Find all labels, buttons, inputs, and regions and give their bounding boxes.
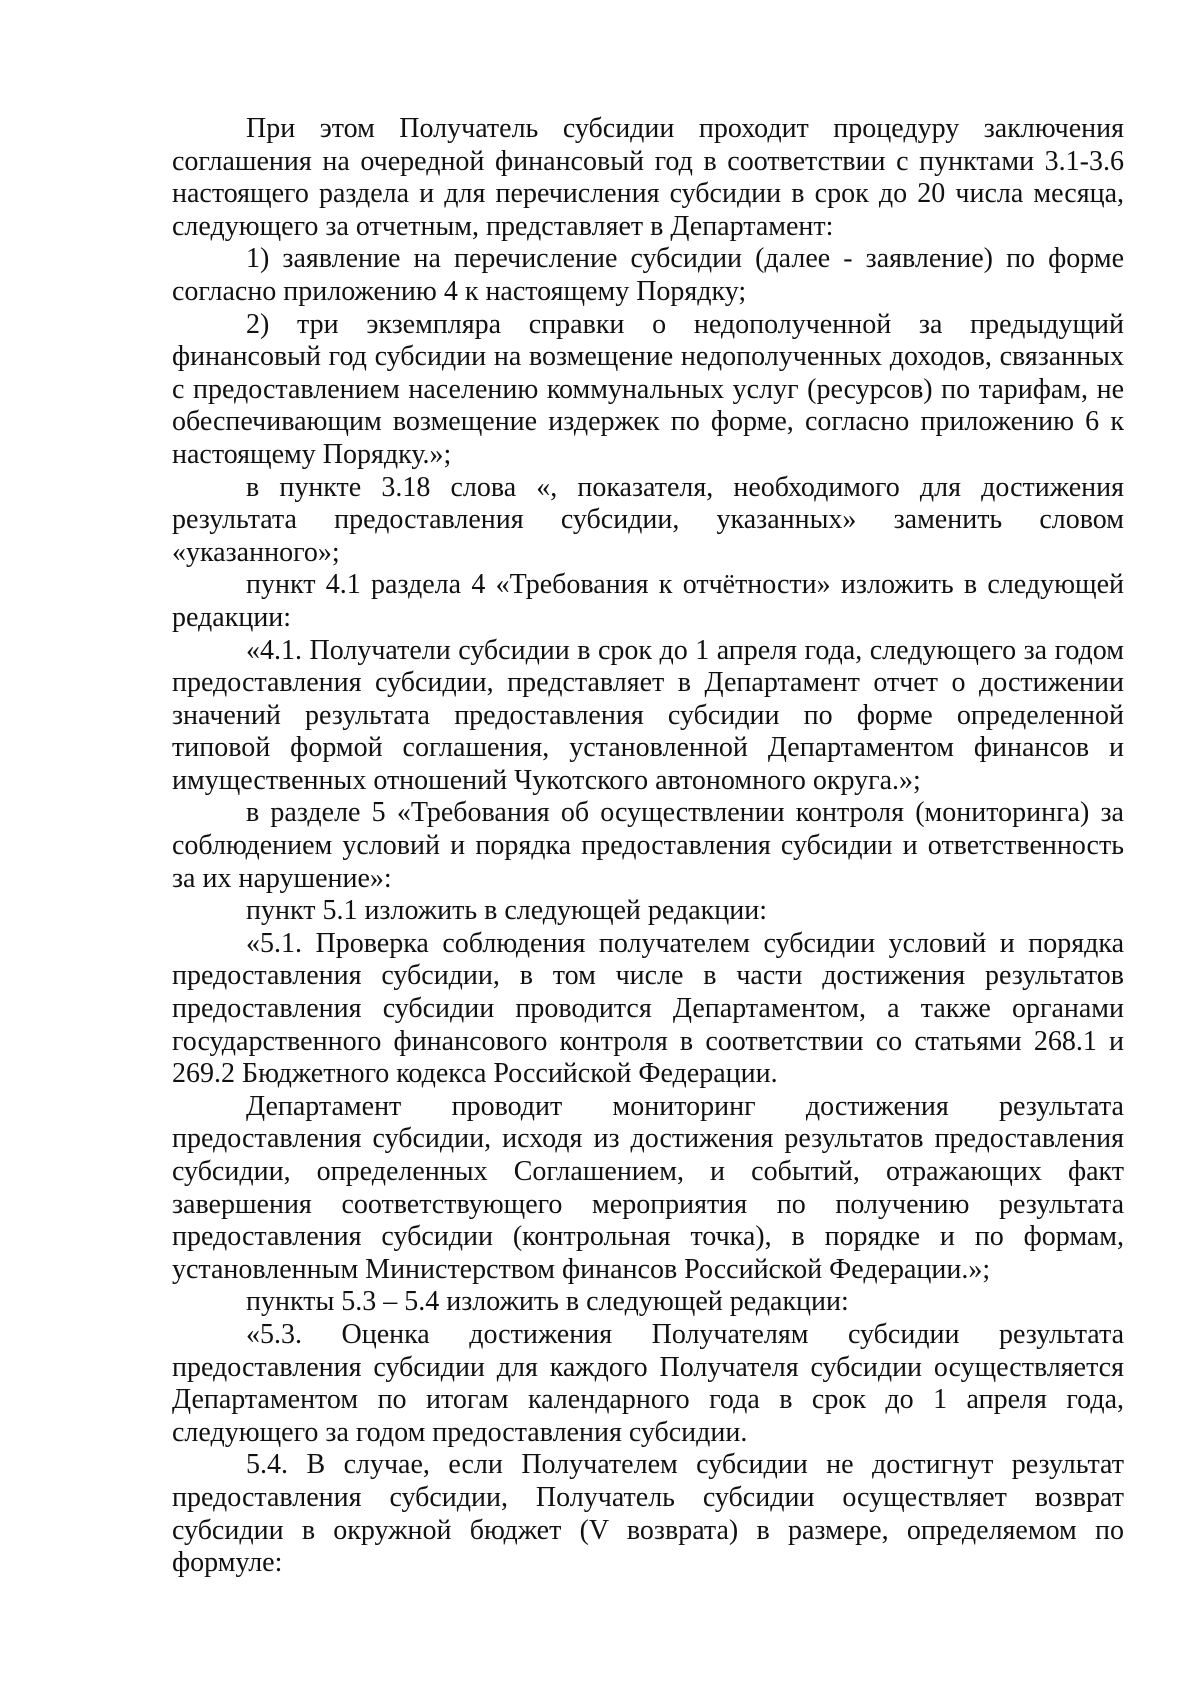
- paragraph-clause-5-4-text: 5.4. В случае, если Получателем субсидии не достигнут результат предоставления субсидии, Получатель субсидии осуществляет возврат субсидии в окружной бюджет (V возврата) в размере, определяемом по формуле:: [172, 1449, 1124, 1579]
- paragraph-clause-4-1-text: «4.1. Получатели субсидии в срок до 1 апреля года, следующего за годом предоставления субсидии, представляет в Департамент отчет о достижении значений результата предоставления субсидии по форме определенной типовой формой соглашения, установленной Департаментом финансов и имущественных отношений Чукотского автономного округа.»;: [172, 634, 1124, 796]
- paragraph-recipient-procedure: При этом Получатель субсидии проходит процедуру заключения соглашения на очередной финансовый год в соответствии с пунктами 3.1-3.6 настоящего раздела и для перечисления субсидии в срок до 20 числа месяца, следующего за отчетным, представляет в Департамент:: [172, 113, 1124, 242]
- paragraph-clauses-5-3-5-4-intro: пункты 5.3 – 5.4 изложить в следующей редакции:: [246, 1286, 849, 1318]
- paragraph-section-5-intro: в разделе 5 «Требования об осуществлении контроля (мониторинга) за соблюдением условий и порядка предоставления субсидии и ответственность за их нарушение»:: [172, 797, 1124, 894]
- paragraph-clause-3-18: в пункте 3.18 слова «, показателя, необходимого для достижения результата предоставления субсидии, указанных» заменить словом «указанного»;: [172, 471, 1124, 568]
- paragraph-clause-4-1-intro: пункт 4.1 раздела 4 «Требования к отчётности» изложить в следующей редакции:: [172, 569, 1124, 633]
- paragraph-monitoring: Департамент проводит мониторинг достижения результата предоставления субсидии, исходя из достижения результатов предоставления субсидии, определенных Соглашением, и событий, отражающих факт завершения соответствующего мероприятия по получению результата предоставления субсидии (контрольная точка), в порядке и по формам, установленным Министерством финансов Российской Федерации.»;: [172, 1090, 1124, 1285]
- document-body: [172, 113, 1124, 1580]
- paragraph-clause-5-1-text: «5.1. Проверка соблюдения получателем субсидии условий и порядка предоставления субсидии, в том числе в части достижения результатов предоставления субсидии проводится Департаментом, а также органами государственного финансового контроля в соответствии со статьями 268.1 и 269.2 Бюджетного кодекса Российской Федерации.: [172, 927, 1124, 1090]
- paragraph-clause-5-1-intro: пункт 5.1 изложить в следующей редакции:: [246, 895, 767, 927]
- paragraph-item-1-application: 1) заявление на перечисление субсидии (далее - заявление) по форме согласно приложению 4 к настоящему Порядку;: [172, 243, 1124, 307]
- paragraph-item-2-certificate: 2) три экземпляра справки о недополученной за предыдущий финансовый год субсидии на возмещение недополученных доходов, связанных с предоставлением населению коммунальных услуг (ресурсов) по тарифам, не обеспечивающим возмещение издержек по форме, согласно приложению 6 к настоящему Порядку.»;: [172, 308, 1124, 470]
- paragraph-clause-5-3-text: «5.3. Оценка достижения Получателям субсидии результата предоставления субсидии для каждого Получателя субсидии осуществляется Департаментом по итогам календарного года в срок до 1 апреля года, следующего за годом предоставления субсидии.: [172, 1318, 1124, 1448]
